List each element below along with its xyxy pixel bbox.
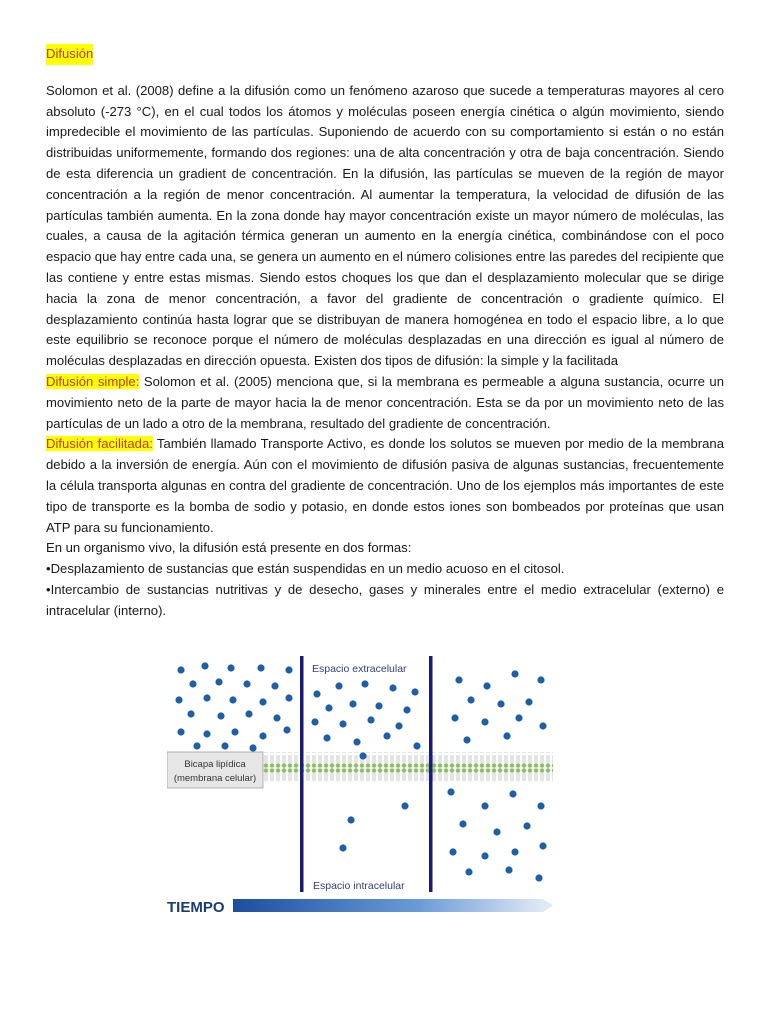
particle (215, 678, 222, 685)
label-tiempo: TIEMPO (167, 899, 225, 916)
particle (217, 712, 224, 719)
particle (509, 790, 516, 797)
divider-left (300, 656, 304, 892)
divider-right (429, 656, 433, 892)
label-espacio-intracelular: Espacio intracelular (313, 880, 405, 892)
particle (481, 802, 488, 809)
particle (311, 718, 318, 725)
particle (411, 688, 418, 695)
particle (539, 842, 546, 849)
diffusion-figure (167, 656, 553, 916)
particle (323, 734, 330, 741)
particle (245, 710, 252, 717)
particle (283, 726, 290, 733)
particle (511, 848, 518, 855)
particle (177, 666, 184, 673)
section-heading: Difusión (46, 44, 93, 65)
particle (447, 788, 454, 795)
particle (383, 732, 390, 739)
particle (353, 738, 360, 745)
particle (203, 694, 210, 701)
particle (243, 680, 250, 687)
particle (467, 696, 474, 703)
particle (229, 696, 236, 703)
particle (449, 848, 456, 855)
particle (483, 682, 490, 689)
particle (221, 742, 228, 749)
particle (463, 736, 470, 743)
particle (231, 728, 238, 735)
difusion-facilitada-text: También llamado Transporte Activo, es donde los solutos se mueven por medio de la membrana debido a la inversión de energía. Aún con el movimiento de difusión pasiva de algunas sustancias, frecuentemente la célula transporta algunas en contra del gradiente de concentración. Uno de los ejemplos más importantes de este tipo de transporte es la bomba de sodio y potasio, en donde estos iones son bombeados por proteínas que usan ATP para su funcionamiento. (46, 436, 724, 535)
particle (335, 682, 342, 689)
particle (203, 730, 210, 737)
particle (339, 720, 346, 727)
particle (227, 664, 234, 671)
document-page (46, 44, 724, 622)
particle (259, 698, 266, 705)
particle (201, 662, 208, 669)
particle (375, 702, 382, 709)
particle (401, 802, 408, 809)
particle (189, 680, 196, 687)
particle (451, 714, 458, 721)
particle (465, 868, 472, 875)
paragraph-difusion-facilitada (46, 434, 724, 538)
bicapa-label-line2: (membrana celular) (173, 773, 257, 784)
particle (395, 722, 402, 729)
timeline-arrow-head (543, 899, 553, 912)
particle (537, 802, 544, 809)
particle (285, 694, 292, 701)
particle (175, 696, 182, 703)
particle (403, 706, 410, 713)
label-espacio-extracelular: Espacio extracelular (312, 663, 407, 675)
particle (361, 680, 368, 687)
particle (349, 700, 356, 707)
particle (389, 684, 396, 691)
particle (525, 698, 532, 705)
particle (503, 732, 510, 739)
particle (523, 822, 530, 829)
timeline-arrow (233, 899, 543, 912)
particle (493, 828, 500, 835)
particle (339, 844, 346, 851)
particle (359, 752, 366, 759)
particle (273, 714, 280, 721)
particle (535, 874, 542, 881)
difusion-facilitada-label: Difusión facilitada: (46, 436, 153, 452)
particle (515, 714, 522, 721)
particle (285, 666, 292, 673)
paragraph-difusion-simple (46, 372, 724, 434)
particle (537, 676, 544, 683)
particle (539, 722, 546, 729)
particle (259, 732, 266, 739)
particle (481, 852, 488, 859)
paragraph-intro: Solomon et al. (2008) define a la difusión como un fenómeno azaroso que sucede a temperaturas mayores al cero absoluto (-273 °C), en el cual todos los átomos y moléculas poseen energía cinética o algún movimiento, siendo impredecible el movimiento de las partículas. Suponiendo de acuerdo con su comportamiento si están o no están distribuidas uniformemente, formando dos regiones: una de alta concentración y otra de baja concentración. Siendo de esta diferencia un gradient de concentración. En la difusión, las partículas se mueven de la región de mayor concentración a la región de menor concentración. Al aumentar la temperatura, la velocidad de difusión de las partículas también aumenta. En la zona donde hay mayor concentración existe un mayor número de moléculas, las cuales, a causa de la agitación térmica generan un aumento en la energía cinética, combinándose con el poco espacio que hay entre cada una, se genera un aumento en el número colisiones entre las paredes del recipiente que las contiene y entre estas mismas. Siendo estos choques los que dan el desplazamiento molecular que se dirige hacia la zona de menor concentración, a favor del gradiente de concentración o gradiente químico. El desplazamiento continúa hasta lograr que se distribuyan de manera homogénea en todo el espacio libre, a lo que este equilibrio se reconoce porque el número de moléculas desplazadas en una dirección es igual al número de moléculas desplazadas en dirección opuesta. Existen dos tipos de difusión: la simple y la facilitada (46, 82, 724, 369)
particle (511, 670, 518, 677)
paragraph-formas: En un organismo vivo, la difusión está presente en dos formas: (46, 540, 412, 556)
particle (177, 728, 184, 735)
particle (257, 664, 264, 671)
particle (187, 710, 194, 717)
bullet-desplazamiento: •Desplazamiento de sustancias que están suspendidas en un medio acuoso en el citosol. (46, 561, 565, 577)
difusion-simple-text: Solomon et al. (2005) menciona que, si la membrana es permeable a alguna sustancia, ocurre un movimiento neto de la parte de mayor hacia la de menor concentración. Esta se da por un movimiento neto de las partículas de un lado a otro de la membrana, resultado del gradiente de concentración. (46, 373, 724, 431)
particle (325, 704, 332, 711)
particle (367, 716, 374, 723)
particle (347, 816, 354, 823)
particle (413, 742, 420, 749)
particle (249, 744, 256, 751)
difusion-simple-label: Difusión simple: (46, 373, 140, 389)
particle (455, 676, 462, 683)
bullet-intercambio: •Intercambio de sustancias nutritivas y de desecho, gases y minerales entre el medio extracelular (externo) e intracelular (interno). (46, 581, 724, 618)
particle (193, 742, 200, 749)
particle (271, 682, 278, 689)
particle (313, 690, 320, 697)
particle (459, 820, 466, 827)
particle (481, 718, 488, 725)
particle (497, 700, 504, 707)
bicapa-label-line1: Bicapa lipídica (184, 759, 246, 770)
particle (505, 866, 512, 873)
